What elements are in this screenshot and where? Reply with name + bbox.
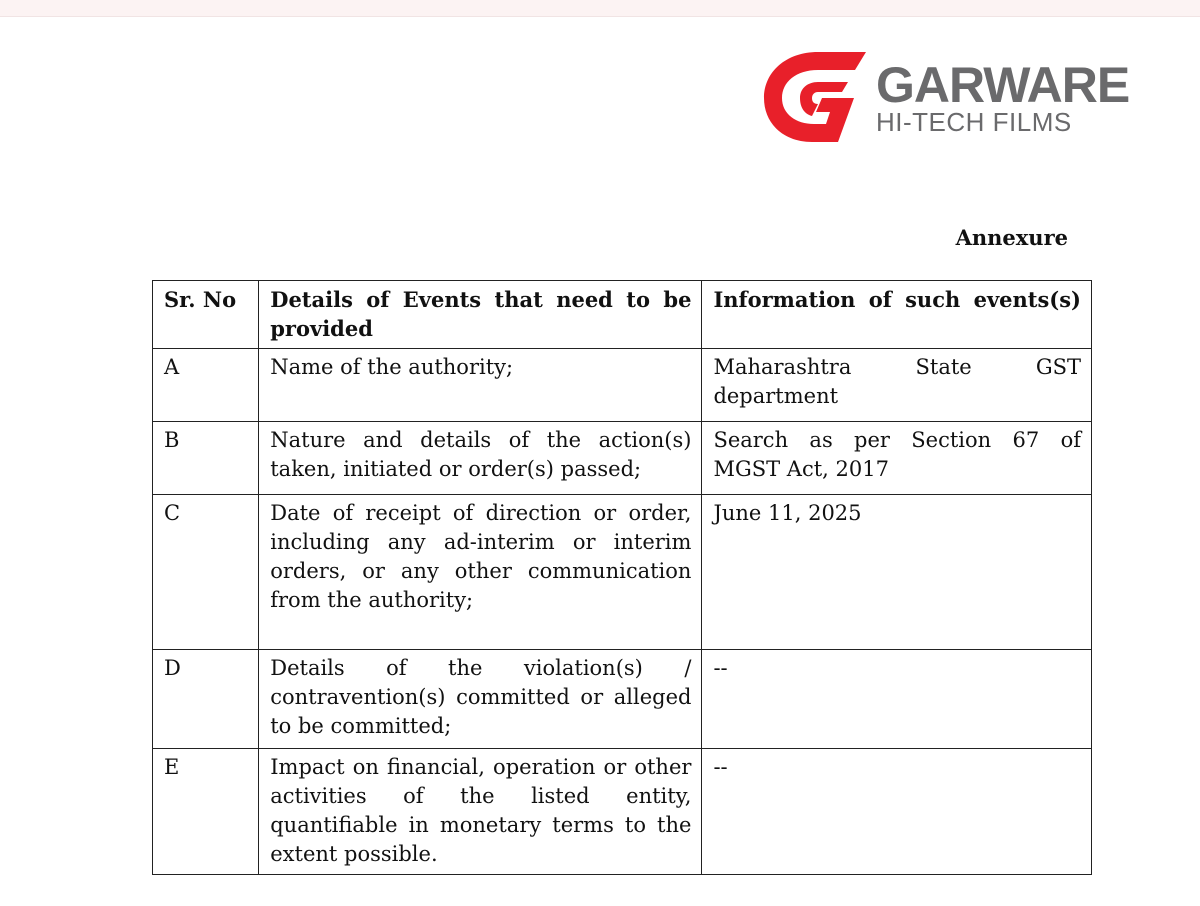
row-details-cell: Date of receipt of direction or order, including any ad-interim or interim orders, or any other communication from the authority; xyxy=(259,495,702,650)
logo-company-name: GARWARE xyxy=(876,57,1130,113)
table-row xyxy=(153,650,1092,749)
garware-g-logo-icon xyxy=(760,46,870,146)
row-details-cell: Details of the violation(s) / contravention(s) committed or alleged to be committed; xyxy=(259,650,702,749)
table-row xyxy=(153,422,1092,495)
logo-company-subtitle: HI-TECH FILMS xyxy=(876,107,1072,137)
header-details: Details of Events that need to be provided xyxy=(259,281,702,349)
top-strip xyxy=(0,0,1200,17)
table-row xyxy=(153,349,1092,422)
row-info-cell: June 11, 2025 xyxy=(702,495,1092,650)
row-info-cell: Search as per Section 67 of MGST Act, 2017 xyxy=(702,422,1092,495)
row-sr-cell: E xyxy=(153,749,259,875)
header-information: Information of such events(s) xyxy=(702,281,1092,349)
row-info-cell: -- xyxy=(702,650,1092,749)
annexure-heading: Annexure xyxy=(955,225,1068,250)
table-row xyxy=(153,749,1092,875)
table-row xyxy=(153,495,1092,650)
row-details-cell: Name of the authority; xyxy=(259,349,702,422)
row-sr-cell: A xyxy=(153,349,259,422)
row-info-cell: Maharashtra State GST department xyxy=(702,349,1092,422)
row-sr-cell: B xyxy=(153,422,259,495)
row-details-cell: Nature and details of the action(s) taken, initiated or order(s) passed; xyxy=(259,422,702,495)
row-details-cell: Impact on financial, operation or other activities of the listed entity, quantifiable in monetary terms to the extent possible. xyxy=(259,749,702,875)
row-sr-cell: C xyxy=(153,495,259,650)
row-sr-cell: D xyxy=(153,650,259,749)
company-logo xyxy=(760,46,1160,146)
row-info-cell: -- xyxy=(702,749,1092,875)
header-sr-no: Sr. No xyxy=(153,281,259,349)
events-table xyxy=(152,280,1092,875)
table-header-row xyxy=(153,281,1092,349)
